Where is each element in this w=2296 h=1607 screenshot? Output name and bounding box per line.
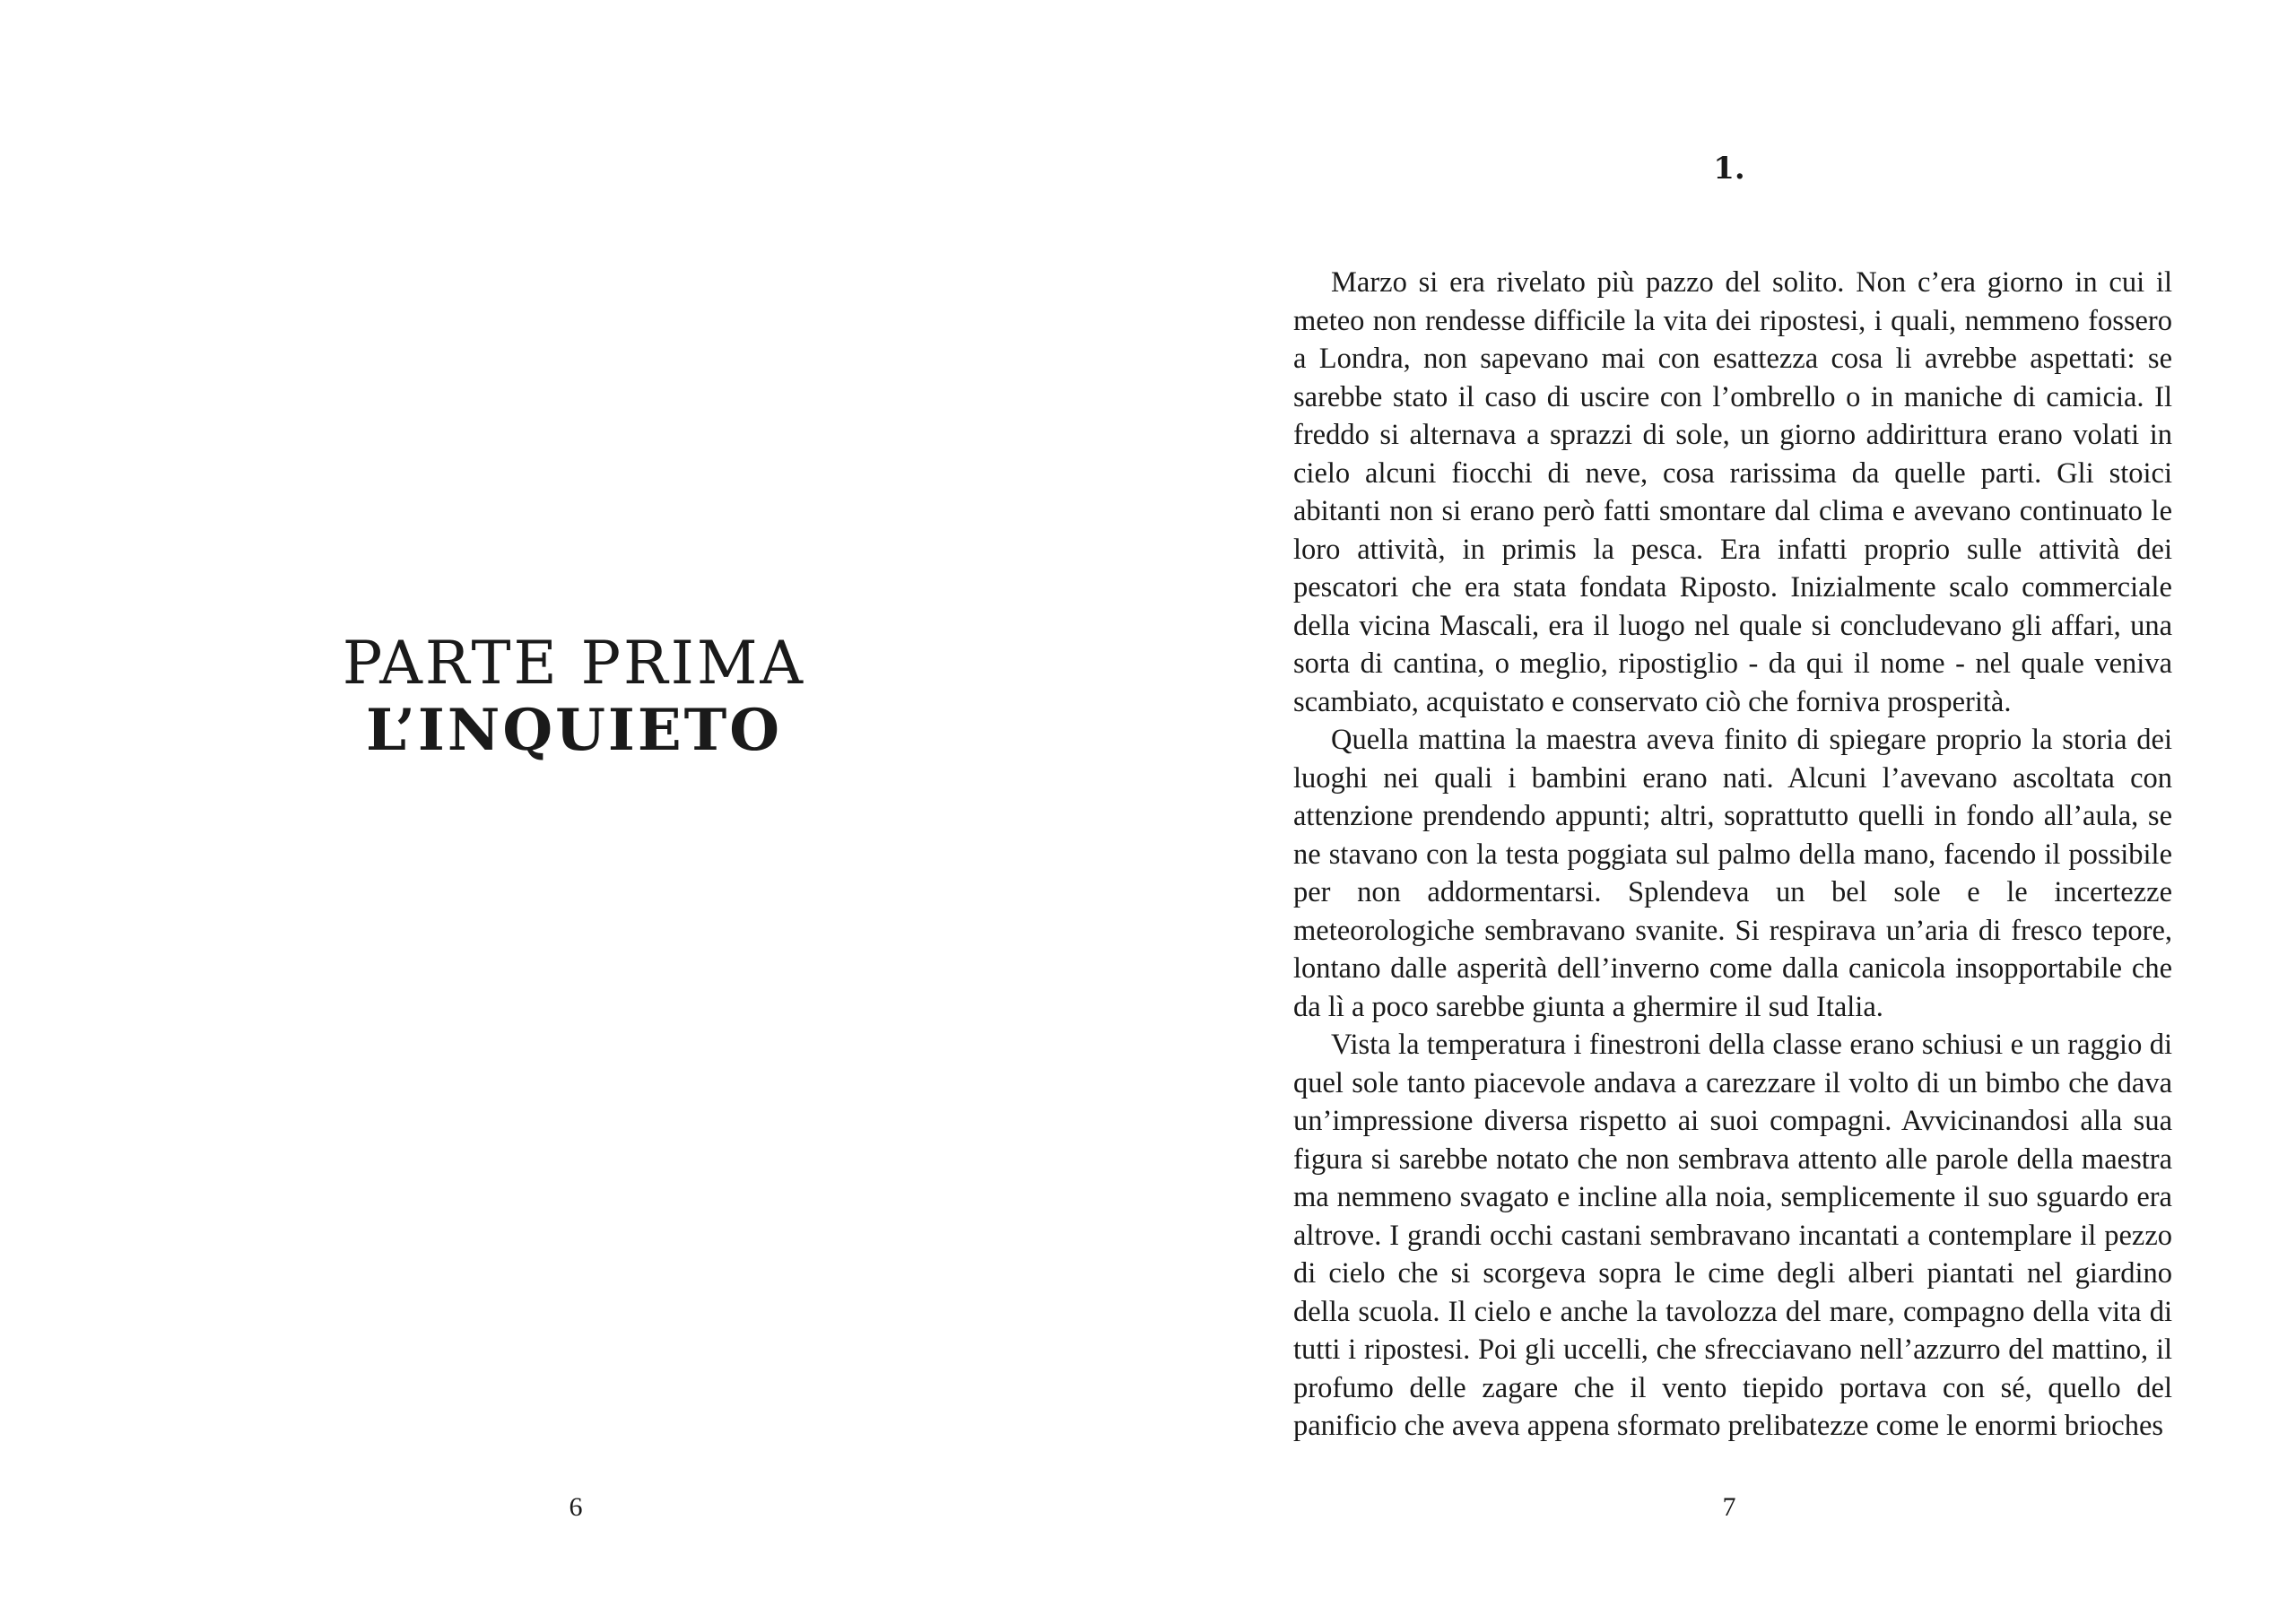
page-number-left: 6	[569, 1492, 583, 1522]
page-number-right: 7	[1722, 1492, 1736, 1522]
part-title: PARTE PRIMA	[342, 629, 806, 698]
part-subtitle: L’INQUIETO	[365, 697, 783, 765]
paragraph: Vista la temperatura i finestroni della classe erano schiusi e un raggio di quel sole tanto piacevole andava a carezzare il volto di un bimbo che dava un’impressione diversa rispetto ai suoi compagni. Avvicinandosi alla sua figura si sarebbe notato che non sembrava attento alle parole della maestra ma nemmeno svagato e incline alla noia, semplicemente il suo sguardo era altrove. I grandi occhi castani sembravano incantati a contemplare il pezzo di cielo che si scorgeva sopra le cime degli alberi piantati nel giardino della scuola. Il cielo e anche la tavolozza del mare, compagno della vita di tutti i ripostesi. Poi gli uccelli, che sfrecciavano nell’azzurro del mattino, il profumo delle zagare che il vento tiepido portava con sé, quello del panificio che aveva appena sformato prelibatezze come le enormi brioches	[1293, 1029, 2172, 1442]
paragraph: Marzo si era rivelato più pazzo del solito. Non c’era giorno in cui il meteo non rendesse difficile la vita dei ripostesi, i quali, nemmeno fossero a Londra, non sapevano mai con esattezza cosa li avrebbe aspettati: se sarebbe stato il caso di uscire con l’ombrello o in maniche di camicia. Il freddo si alternava a sprazzi di sole, un giorno addirittura erano volati in cielo alcuni fiocchi di neve, cosa rarissima da quelle parti. Gli stoici abitanti non si erano però fatti smontare dal clima e avevano continuato le loro attività, in primis la pesca. Era infatti proprio sulle attività dei pescatori che era stata fondata Riposto. Inizialmente scalo commerciale della vicina Mascali, era il luogo nel quale si concludevano gli affari, una sorta di cantina, o meglio, ripostiglio - da qui il nome - nel quale veniva scambiato, acquistato e conservato ciò che forniva prosperità.	[1293, 266, 2172, 718]
chapter-body	[1293, 264, 2172, 1446]
paragraph: Quella mattina la maestra aveva finito di spiegare proprio la storia dei luoghi nei quali i bambini erano nati. Alcuni l’avevano ascoltata con attenzione prendendo appunti; altri, soprattutto quelli in fondo all’aula, se ne stavano con la testa poggiata sul palmo della mano, facendo il possibile per non addormentarsi. Splendeva un bel sole e le incertezze meteorologiche sembravano svanite. Si respirava un’aria di fresco tepore, lontano dalle asperità dell’inverno come dalla canicola insopportabile che da lì a poco sarebbe giunta a ghermire il sud Italia.	[1293, 724, 2172, 1023]
chapter-number: 1.	[1713, 151, 1745, 187]
part-heading	[0, 628, 1148, 766]
